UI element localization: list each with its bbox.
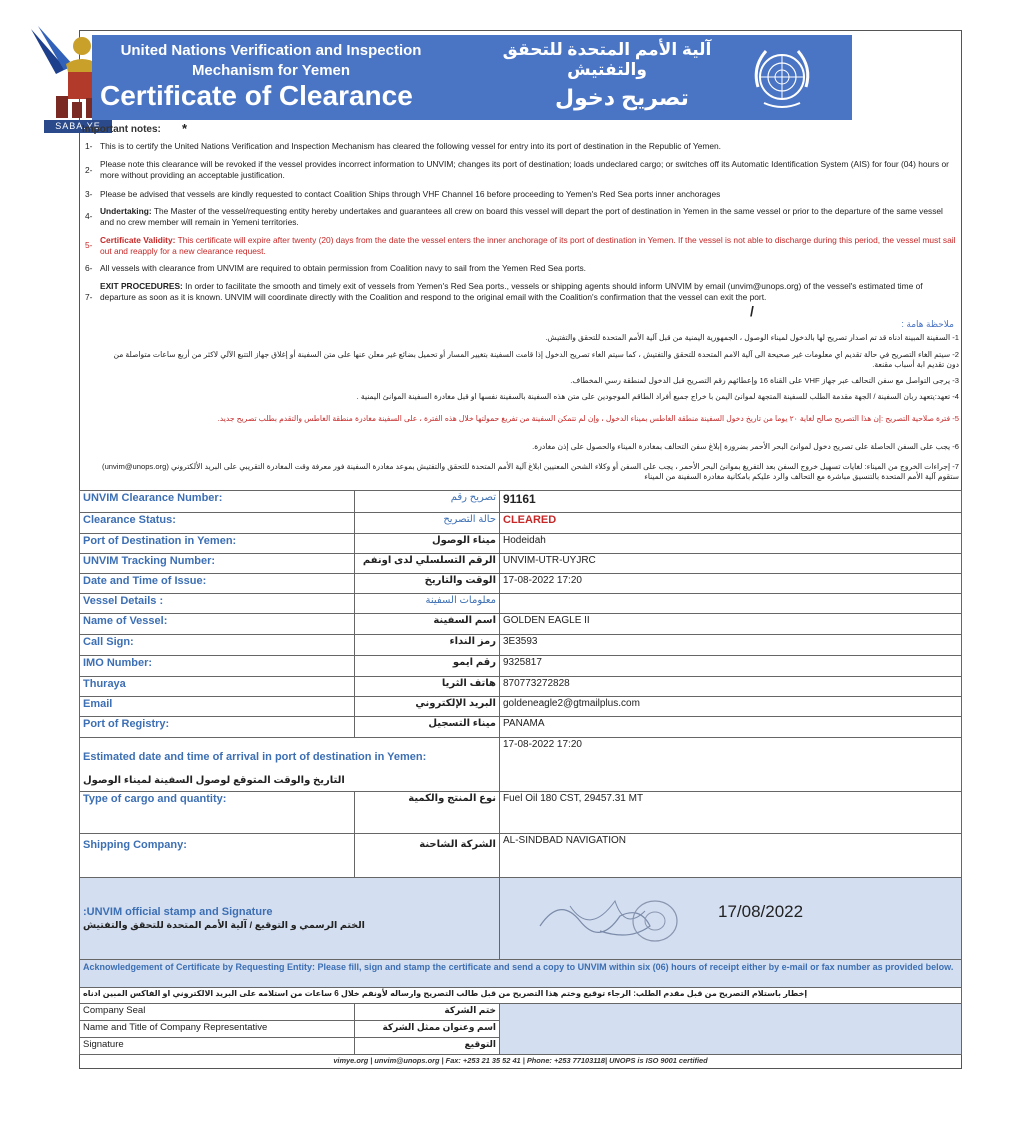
en-certificate-title: Certificate of Clearance xyxy=(100,80,413,111)
ar-note-2: 2- سيتم الغاء التصريح في حالة تقديم اي معلومات غير صحيحة الى آلية الامم المتحدة للتحقق والتفتيش ، كما سيتم الغاء تصريح الدخول إذا قامت السفينة بتغيير المسار أو تحميل بضائع غير معلن عنها على متن السفينة أو إغلاق جهاز التتبع الآلي لاكثر من أربع ساعات متواصلة من دون تقديم ابة أسباب مقنعة. xyxy=(113,350,959,369)
ack-row xyxy=(80,960,962,988)
table-row xyxy=(80,513,962,534)
row-label: Name of Vessel: xyxy=(80,614,355,635)
row-label: Email xyxy=(80,697,355,717)
ar-note-1: 1- السفينة المبينة ادناه قد تم اصدار تصريح لها بالدخول لميناء الوصول ، الجمهورية اليمنية من قبل آلية الأمم المتحدة للتحقق والتفتيش. xyxy=(545,333,959,342)
table-row-cargo xyxy=(80,792,962,834)
ar-note-4: 4- تعهد:يتعهد ربان السفينة / الجهة مقدمة الطلب للسفينة المتجهة لموانئ اليمن با خراج جميع أفراد الطاقم الموجودين على متن هذه السفينة بالسفينة نفسها او قبل مغادرة السفينة الموانئ اليمنية . xyxy=(356,392,959,401)
logo-caption: SABA.YE xyxy=(44,120,112,133)
cargo-value: Fuel Oil 180 CST, 29457.31 MT xyxy=(500,792,962,834)
row-value: 3E3593 xyxy=(500,635,962,656)
stamp-label: :UNVIM official stamp and Signature xyxy=(83,906,273,918)
row-label-ar: ميناء التسجيل xyxy=(355,717,500,738)
representative-label: Name and Title of Company Representative xyxy=(80,1021,355,1038)
footer-contact: vimye.org | unvim@unops.org | Fax: +253 21 35 52 41 | Phone: +253 77103118| UNOPS is ISO 9001 certified xyxy=(333,1056,708,1065)
cargo-label-ar: نوع المنتج والكمية xyxy=(355,792,500,834)
row-label-ar: تصريح رقم xyxy=(355,491,500,513)
table-row-eta xyxy=(80,738,962,792)
ar-certificate-title: تصريح دخول xyxy=(555,85,689,110)
row-label: Date and Time of Issue: xyxy=(80,574,355,594)
signature-stamp xyxy=(530,886,710,950)
star-mark: * xyxy=(182,121,188,136)
row-value xyxy=(500,594,962,614)
row-label: Vessel Details : xyxy=(80,594,355,614)
row-label-ar: ميناء الوصول xyxy=(355,534,500,554)
signature-label-ar: التوقيع xyxy=(355,1038,500,1055)
table-row-shipping xyxy=(80,834,962,878)
company-seal-label: Company Seal xyxy=(80,1004,355,1021)
ar-notes-title: ملاحظة هامة : xyxy=(901,319,954,329)
row-label-ar: الرقم التسلسلي لدى اونفم xyxy=(355,554,500,574)
company-seal-label-ar: ختم الشركة xyxy=(355,1004,500,1021)
ar-organization-name: آلية الأمم المتحدة للتحقق والتفتيش xyxy=(502,40,712,79)
row-label: Port of Destination in Yemen: xyxy=(80,534,355,554)
slash-mark: / xyxy=(750,303,754,319)
eta-value: 17-08-2022 17:20 xyxy=(500,738,962,792)
row-value: 17-08-2022 17:20 xyxy=(500,574,962,594)
row-label: Thuraya xyxy=(80,677,355,697)
shipping-label: Shipping Company: xyxy=(80,834,355,878)
row-value: Hodeidah xyxy=(500,534,962,554)
company-fill-area[interactable] xyxy=(500,1004,962,1055)
row-value: PANAMA xyxy=(500,717,962,738)
un-emblem-icon xyxy=(742,37,822,117)
row-value: GOLDEN EAGLE II xyxy=(500,614,962,635)
row-label-ar: رقم ايمو xyxy=(355,656,500,677)
en-organization-name: United Nations Verification and Inspection Mechanism for Yemen xyxy=(120,42,422,79)
email-value: goldeneagle2@gtmailplus.com xyxy=(500,697,962,717)
row-value: 870773272828 xyxy=(500,677,962,697)
table-row xyxy=(80,717,962,738)
ar-note-7: 7- إجراءات الخروج من الميناء: لغايات تسهيل خروج السفن بعد التفريغ بموانئ البحر الأحمر ، يجب على السفن أو وكلاء الشحن المعنيين ابلاغ آلية الأمم المتحدة للتحقق والتفتيش بموعد مغادرة السفينة فور معرفة وقت المغادرة التقريبي على البريد الألكتروني (unvim@unops.org) ستقوم آلية الأمم المتحدة بالتنسيق مباشرة مع التحالف والرد عليكم بامكانية مغادرة السفينة من الميناء xyxy=(102,462,959,481)
representative-label-ar: اسم وعنوان ممثل الشركة xyxy=(355,1021,500,1038)
table-row xyxy=(80,635,962,656)
ar-note-3: 3- يرجى التواصل مع سفن التحالف عبر جهاز VHF على القناة 16 وإعطائهم رقم التصريح قبل الدخول لمنطقة رسي المخطاف. xyxy=(570,376,959,385)
row-label: Clearance Status: xyxy=(80,513,355,534)
clearance-table xyxy=(79,490,962,1055)
table-row xyxy=(80,697,962,717)
stamp-date: 17/08/2022 xyxy=(718,902,804,921)
row-label-ar: هاتف الثريا xyxy=(355,677,500,697)
clearance-status-value: CLEARED xyxy=(500,513,962,534)
stamp-label-ar: الختم الرسمي و التوقيع / آلية الأمم المتحدة للتحقق والتفتيش xyxy=(83,920,365,931)
table-row xyxy=(80,574,962,594)
ack-text: Acknowledgement of Certificate by Requesting Entity: Please fill, sign and stamp the certificate and send a copy to UNVIM within six (06) hours of receipt either by e-mail or fax number as provided below. xyxy=(80,960,962,988)
notes-title: Important notes: xyxy=(82,124,161,135)
signature-label: Signature xyxy=(80,1038,355,1055)
header-banner xyxy=(92,35,852,120)
table-row xyxy=(80,614,962,635)
row-value: 9325817 xyxy=(500,656,962,677)
row-label: UNVIM Clearance Number: xyxy=(80,491,355,513)
row-label-ar: اسم السفينة xyxy=(355,614,500,635)
row-label-ar: رمز النداء xyxy=(355,635,500,656)
eta-label-ar: التاريخ والوقت المتوقع لوصول السفينة لميناء الوصول xyxy=(83,775,345,786)
ack-ar-row xyxy=(80,988,962,1004)
cargo-label: Type of cargo and quantity: xyxy=(80,792,355,834)
row-label: UNVIM Tracking Number: xyxy=(80,554,355,574)
table-row xyxy=(80,594,962,614)
table-row xyxy=(80,677,962,697)
table-row xyxy=(80,554,962,574)
row-label-ar: الوقت والتاريخ xyxy=(355,574,500,594)
ar-note-6: 6- يجب على السفن الحاصلة على تصريح دخول لموانئ البحر الأحمر بضرورة إبلاغ سفن التحالف بمغادرة الميناء والحصول على إذن مغادرة. xyxy=(532,442,959,451)
shipping-label-ar: الشركة الشاحنة xyxy=(355,834,500,878)
row-label: IMO Number: xyxy=(80,656,355,677)
stamp-row xyxy=(80,878,962,960)
shipping-value: AL-SINDBAD NAVIGATION xyxy=(500,834,962,878)
table-row xyxy=(80,491,962,513)
company-row xyxy=(80,1004,962,1021)
row-label-ar: معلومات السفينة xyxy=(355,594,500,614)
clearance-number-value: 91161 xyxy=(500,491,962,513)
eta-label: Estimated date and time of arrival in port of destination in Yemen: xyxy=(83,751,427,763)
ar-note-5: 5- فترة صلاحية التصريح :إن هذا التصريح صالح لغاية ٢٠ يوما من تاريخ دخول السفينة منطقة الغاطس بميناء الدخول ، وإن لم تتمكن السفينة من تفريغ حمولتها خلال هذه الفترة ، على السفينة مغادرة منطقة الغاطس والتقدم بطلب تصريح جديد. xyxy=(217,414,959,423)
row-value: UNVIM-UTR-UYJRC xyxy=(500,554,962,574)
table-row xyxy=(80,656,962,677)
row-label: Port of Registry: xyxy=(80,717,355,738)
row-label-ar: البريد الإلكتروني xyxy=(355,697,500,717)
row-label-ar: حالة التصريح xyxy=(355,513,500,534)
row-label: Call Sign: xyxy=(80,635,355,656)
table-row xyxy=(80,534,962,554)
ack-text-ar: إخطار باستلام التصريح من قبل مقدم الطلب: الرجاء توقيع وختم هذا التصريح من قبل طالب التصريح وارساله لأونفم خلال 6 ساعات من استلامه على البريد الالكتروني او الفاكس المبين ادناه xyxy=(80,988,962,1004)
